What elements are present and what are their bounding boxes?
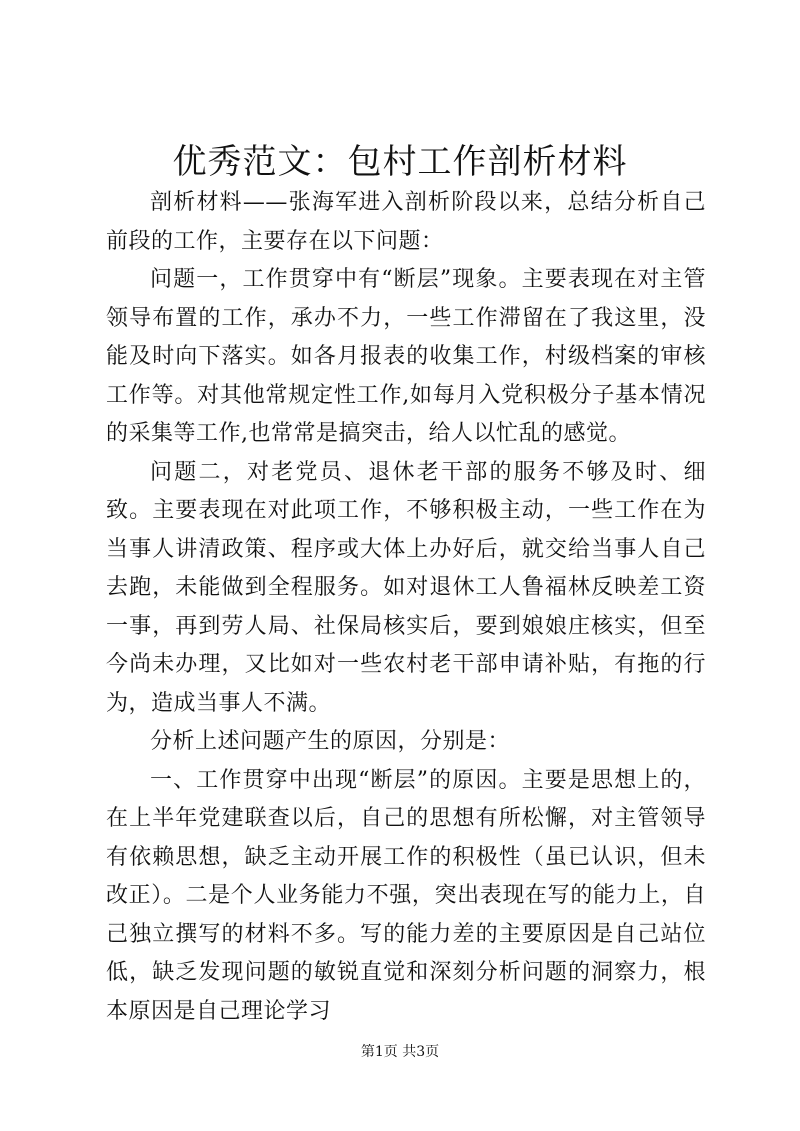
page-footer: 第1页 共3页 [360,1044,440,1060]
paragraph-problem-one: 问题一，工作贯穿中有“断层”现象。主要表现在对主管领导布置的工作，承办不力，一些工作滞留在了我这里，没能及时向下落实。如各月报表的收集工作，村级档案的审核工作等。对其他常规定性工作,如每月入党积极分子基本情况的采集等工作,也常常是搞突击，给人以忙乱的感觉。 [106,267,706,446]
paragraph-problem-two: 问题二，对老党员、退休老干部的服务不够及时、细致。主要表现在对此项工作，不够积极主动，一些工作在为当事人讲清政策、程序或大体上办好后，就交给当事人自己去跑，未能做到全程服务。如对退休工人鲁福林反映差工资一事，再到劳人局、社保局核实后，要到娘娘庄核实，但至今尚未办理，又比如对一些农村老干部申请补贴，有拖的行为，造成当事人不满。 [106,459,706,716]
document-title: 优秀范文：包村工作剖析材料 [172,142,628,182]
paragraph-cause-intro: 分析上述问题产生的原因，分别是： [150,729,511,754]
paragraph-intro: 剖析材料——张海军进入剖析阶段以来，总结分析自己前段的工作，主要存在以下问题： [106,190,706,254]
paragraph-cause-one: 一、工作贯穿中出现“断层”的原因。主要是思想上的，在上半年党建联查以后，自己的思想有所松懈，对主管领导有依赖思想，缺乏主动开展工作的积极性（虽已认识，但未改正）。二是个人业务能力不强，突出表现在写的能力上，自己独立撰写的材料不多。写的能力差的主要原因是自己站位低，缺乏发现问题的敏锐直觉和深刻分析问题的洞察力，根本原因是自己理论学习 [106,767,706,1024]
document-body [106,184,706,1031]
